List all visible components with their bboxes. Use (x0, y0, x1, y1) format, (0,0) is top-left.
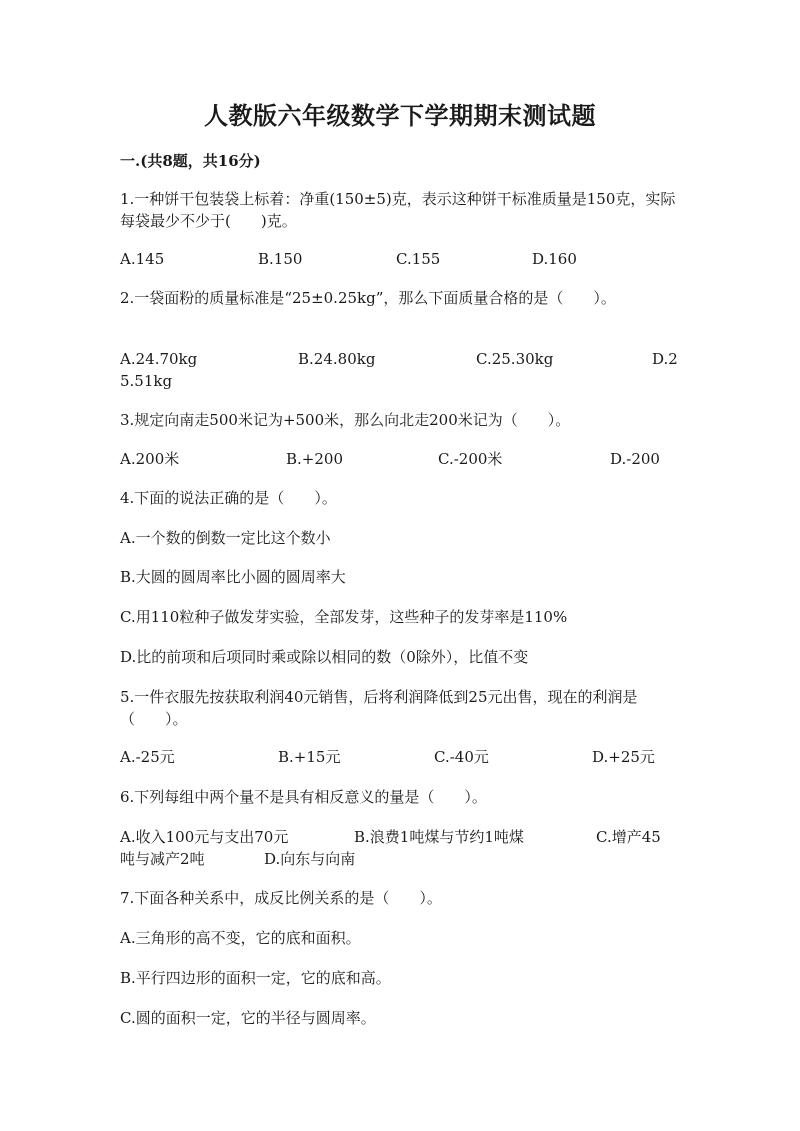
question-5-options (120, 746, 680, 768)
question-7-stem: 7.下面各种关系中，成反比例关系的是（ ）。 (120, 889, 442, 907)
question-5-stem: 5.一件衣服先按获取利润40元销售，后将利润降低到25元出售，现在的利润是（ ）。 (120, 688, 638, 728)
question-3-option-c: C.-200米 (438, 450, 503, 468)
question-5-option-b: B.+15元 (278, 748, 341, 766)
question-3-stem: 3.规定向南走500米记为+500米，那么向北走200米记为（ ）。 (120, 411, 571, 429)
question-3-option-d: D.-200 (610, 450, 660, 468)
question-2-option-a: A.24.70kg (120, 350, 198, 368)
question-2-option-c: C.25.30kg (476, 350, 554, 368)
question-3-options (120, 448, 680, 470)
question-2-option-d: D.2 (652, 350, 678, 368)
question-6-option-b: B.浪费1吨煤与节约1吨煤 (354, 828, 524, 846)
question-6-option-c: C.增产45 (596, 828, 661, 846)
question-6-options-row-2 (120, 848, 680, 870)
question-1-options (120, 248, 680, 270)
question-7-option-b: B.平行四边形的面积一定，它的底和高。 (120, 969, 391, 987)
question-6-option-c-continued: 吨与减产2吨 (120, 850, 205, 868)
question-7-option-c: C.圆的面积一定，它的半径与圆周率。 (120, 1009, 376, 1027)
question-6-option-a: A.收入100元与支出70元 (120, 828, 289, 846)
question-3-option-a: A.200米 (120, 450, 180, 468)
question-2-options (120, 348, 680, 370)
question-4-stem: 4.下面的说法正确的是（ ）。 (120, 489, 337, 507)
page-title: 人教版六年级数学下学期期末测试题 (204, 101, 596, 130)
question-5-option-a: A.-25元 (120, 748, 175, 766)
question-1-option-d: D.160 (532, 250, 577, 268)
question-6-options-row-1 (120, 826, 680, 848)
question-6-option-d: D.向东与向南 (264, 850, 356, 868)
question-4-option-a: A.一个数的倒数一定比这个数小 (120, 529, 331, 547)
question-3-option-b: B.+200 (286, 450, 343, 468)
question-5-option-c: C.-40元 (434, 748, 489, 766)
question-4-option-d: D.比的前项和后项同时乘或除以相同的数（0除外），比值不变 (120, 648, 529, 666)
question-4-option-b: B.大圆的圆周率比小圆的圆周率大 (120, 568, 346, 586)
question-2-option-d-continued: 5.51kg (120, 372, 173, 390)
question-1-option-a: A.145 (120, 250, 165, 268)
question-4-option-c: C.用110粒种子做发芽实验，全部发芽，这些种子的发芽率是110% (120, 608, 568, 626)
question-6-stem: 6.下列每组中两个量不是具有相反意义的量是（ ）。 (120, 788, 487, 806)
section-heading: 一.(共8题，共16分) (120, 152, 261, 170)
question-1-stem: 1.一种饼干包装袋上标着：净重(150±5)克，表示这种饼干标准质量是150克，实际每袋最少不少于( )克。 (120, 190, 676, 230)
question-1-option-c: C.155 (396, 250, 441, 268)
question-1-option-b: B.150 (258, 250, 303, 268)
question-5-option-d: D.+25元 (592, 748, 655, 766)
question-7-option-a: A.三角形的高不变，它的底和面积。 (120, 929, 361, 947)
question-2-stem: 2.一袋面粉的质量标准是“25±0.25kg”，那么下面质量合格的是（ ）。 (120, 289, 616, 307)
question-2-option-b: B.24.80kg (298, 350, 376, 368)
